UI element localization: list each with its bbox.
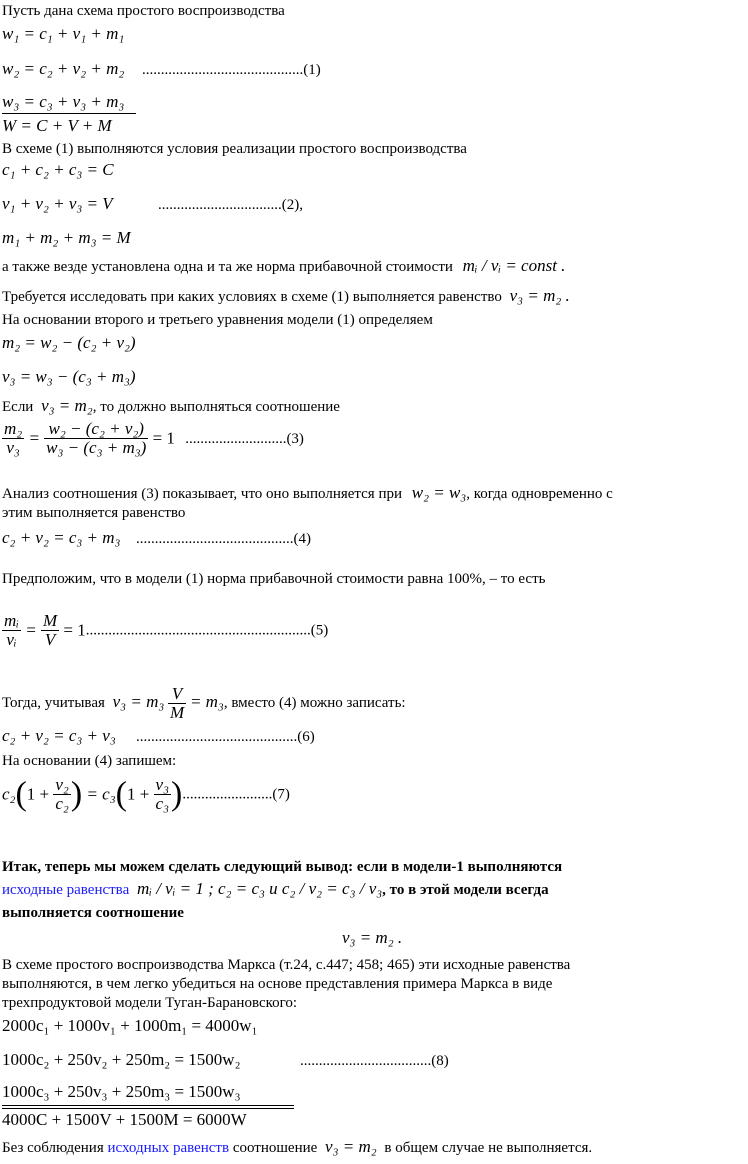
analysis-prefix: Анализ соотношения (3) показывает, что оно выполняется при (2, 486, 402, 502)
suppose-text: Предположим, что в модели (1) норма прибавочной стоимости равна 100%, – то есть (2, 571, 546, 587)
eq3-lhs-den: v₃ (6, 438, 20, 457)
eq7: c₂(1 + $\frac{\text{v₂}}{\text{c₂}}$ ) = c₃(1 + $\frac{\text{v₃}}{\text{c₃}}$ )........................(7) (2, 775, 290, 813)
eq1-w3: w₃ = c₃ + v₃ + m₃ (2, 92, 125, 111)
conditions-text: В схеме (1) выполняются условия реализации простого воспроизводства (2, 141, 467, 157)
if-prefix: Если (2, 399, 34, 415)
then-formula-a: v₃ = m₃ (112, 692, 165, 711)
norm-line (2, 257, 565, 276)
then-frac-num: V (168, 685, 186, 704)
eq5-n1: mᵢ (4, 611, 19, 630)
eq7-n2: v₃ (155, 775, 170, 794)
then-frac-den: M (170, 703, 185, 723)
eq2-v: v₁ + v₂ + v₃ = V (2, 194, 113, 213)
footer-formula: v₃ = m₂ (325, 1137, 377, 1156)
eq8-r3: 1000c₃ + 250v₃ + 250m₃ = 1500w₃ (2, 1082, 241, 1101)
eq7-dots: ........................(7) (182, 786, 290, 803)
sum-line-1 (2, 113, 136, 114)
analysis-formula: w₂ = w₃ (411, 483, 467, 502)
then-formula-b: = m₃ (189, 692, 224, 711)
task-line (2, 287, 570, 306)
eq8-r2: 1000c₂ + 250v₂ + 250m₂ = 1500w₂ (2, 1050, 241, 1069)
eq7-one-b: 1 + (126, 784, 150, 804)
footer-prefix: Без соблюдения (2, 1140, 104, 1156)
eq1-w1: w₁ = c₁ + v₁ + m₁ (2, 24, 125, 43)
task-formula: v₃ = m₂ . (509, 286, 570, 305)
eq2-m: m₁ + m₂ + m₃ = M (2, 228, 131, 247)
if-line (2, 397, 340, 416)
norm-formula: mᵢ / vᵢ = const . (462, 256, 566, 275)
eq7-eqs: = c₃ (86, 784, 116, 804)
eq8-r1: 2000c₁ + 1000v₁ + 1000m₁ = 4000w₁ (2, 1016, 258, 1035)
eq5-result: = 1 (63, 620, 86, 640)
conclusion-line1: Итак, теперь мы можем сделать следующий вывод: если в модели-1 выполняются (2, 859, 563, 875)
eq5-d2: V (44, 630, 56, 649)
analysis-line2: этим выполняется равенство (2, 505, 186, 521)
eq3-dots: ...........................(3) (185, 430, 304, 447)
eq5-n2: M (42, 611, 58, 630)
conclusion-formula: mᵢ / vᵢ = 1 ; c₂ = c₃ и c₂ / v₂ = c₃ / v₃ (136, 879, 383, 898)
marx-line1: В схеме простого воспроизводства Маркса (т.24, с.447; 458; 465) эти исходные равенства (2, 957, 571, 973)
eq3-lhs-num: m₂ (4, 419, 23, 438)
if-formula: v₃ = m₂ (41, 396, 93, 415)
v3-equation: v₃ = w₃ − (c₃ + m₃) (2, 367, 136, 386)
norm-text: а также везде установлена одна и та же норма прибавочной стоимости (2, 259, 453, 275)
eq3: $\frac{\text{m₂}}{\text{v₃}}$ = $\frac{\text{w₂ − (c₂ + v₂)}}{\text{w₃ − (c₃ + m₃)}}$ = 1 ...........................(3) (4, 419, 304, 457)
eq5: $\frac{\text{mᵢ}}{\text{vᵢ}}$ = $\frac{M}{V}$ = 1............................................................(5) (4, 611, 329, 649)
marx-line3: трехпродуктовой модели Туган-Барановского: (2, 995, 298, 1011)
marx-line2: выполняются, в чем легко убедиться на основе представления примера Маркса в виде (2, 976, 553, 992)
m2-equation: m₂ = w₂ − (c₂ + v₂) (2, 333, 136, 352)
eq1-w2: w₂ = c₂ + v₂ + m₂ (2, 59, 125, 78)
eq1-dots: ...........................................(1) (142, 62, 321, 78)
analysis-suffix: , когда одновременно с (466, 486, 613, 502)
conclusion-suffix: , то в этой модели всегда (382, 882, 549, 898)
eq1-total: W = C + V + M (2, 116, 112, 135)
eq4: c₂ + v₂ = c₃ + m₃ (2, 528, 121, 547)
eq7-d2: c₃ (155, 794, 170, 813)
analysis-line (2, 484, 613, 503)
eq7-n1: v₂ (55, 775, 69, 794)
conclusion-blue: исходные равенства (2, 882, 130, 898)
then-prefix: Тогда, учитывая (2, 695, 105, 711)
eq7-d1: c₂ (55, 794, 69, 813)
intro-text: Пусть дана схема простого воспроизводства (2, 3, 285, 19)
eq3-rhs-den: w₃ − (c₃ + m₃) (46, 438, 147, 457)
footer-line (2, 1138, 592, 1157)
footer-mid: соотношение (232, 1140, 318, 1156)
footer-suffix: в общем случае не выполняется. (384, 1140, 593, 1156)
eq4-dots: ..........................................(4) (136, 531, 311, 547)
eq6-dots: ...........................................(6) (136, 729, 315, 745)
eq5-dots: ............................................................(5) (85, 622, 329, 639)
then-suffix: , вместо (4) можно записать: (223, 695, 406, 711)
eq5-d1: vᵢ (6, 630, 17, 649)
eq6: c₂ + v₂ = c₃ + v₃ (2, 726, 116, 745)
eq3-result: = 1 (152, 428, 175, 448)
task-text: Требуется исследовать при каких условиях в схеме (1) выполняется равенство (2, 289, 502, 305)
eq7-c2: c₂ (2, 784, 16, 804)
sum-line-2 (2, 1105, 294, 1109)
if-suffix: , то должно выполняться соотношение (92, 399, 340, 415)
basis4-text: На основании (4) запишем: (2, 753, 177, 769)
footer-blue: исходных равенств (107, 1140, 230, 1156)
conclusion-line3: выполняется соотношение (2, 905, 184, 921)
eq2-c: c₁ + c₂ + c₃ = C (2, 160, 114, 179)
basis-text: На основании второго и третьего уравнения модели (1) определяем (2, 312, 433, 328)
eq8-dots: ...................................(8) (300, 1053, 449, 1069)
conclusion-line2 (2, 880, 549, 899)
eq3-rhs-num: w₂ − (c₂ + v₂) (44, 420, 148, 439)
eq7-one-a: 1 + (26, 784, 50, 804)
eq2-dots: .................................(2), (158, 197, 303, 213)
then-line (2, 682, 406, 723)
final-formula: v₃ = m₂ . (342, 928, 403, 947)
eq8-total: 4000C + 1500V + 1500M = 6000W (2, 1110, 247, 1129)
